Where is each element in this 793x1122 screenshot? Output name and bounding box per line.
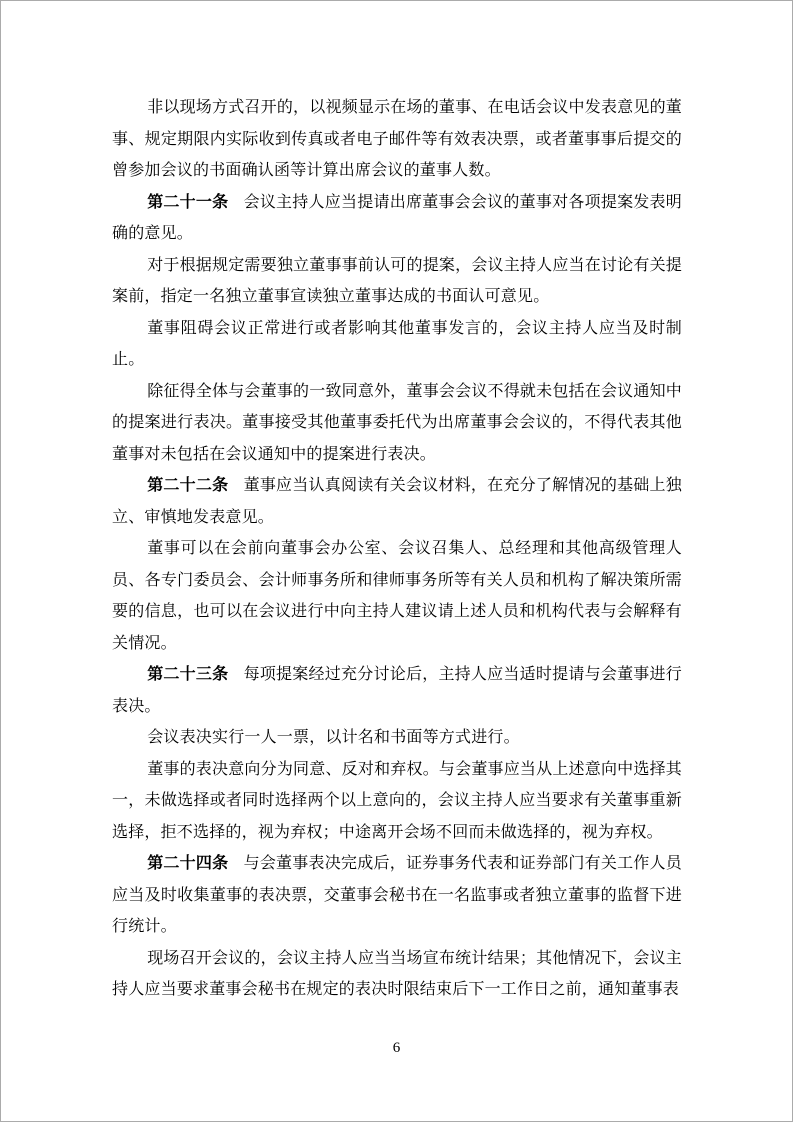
paragraph-text: 董事应当认真阅读有关会议材料，在充分了解情况的基础上独立、审慎地发表意见。 xyxy=(112,477,682,526)
paragraph xyxy=(112,533,682,659)
article-number: 第二十三条 xyxy=(147,666,229,683)
paragraph-text: 会议主持人应当提请出席董事会会议的董事对各项提案发表明确的意见。 xyxy=(112,193,682,242)
paragraph-text: 对于根据规定需要独立董事事前认可的提案，会议主持人应当在讨论有关提案前，指定一名独立董事宣读独立董事达成的书面认可意见。 xyxy=(112,256,682,305)
paragraph-text: 董事可以在会前向董事会办公室、会议召集人、总经理和其他高级管理人员、各专门委员会、会计师事务所和律师事务所等有关人员和机构了解决策所需要的信息，也可以在会议进行中向主持人建议请上述人员和机构代表与会解释有关情况。 xyxy=(112,540,682,652)
paragraph xyxy=(112,92,682,187)
paragraph xyxy=(112,187,682,250)
paragraph xyxy=(112,659,682,722)
paragraph-text: 董事阻碍会议正常进行或者影响其他董事发言的，会议主持人应当及时制止。 xyxy=(112,319,682,368)
document-body xyxy=(112,92,682,1006)
paragraph xyxy=(112,754,682,849)
page-number: 6 xyxy=(392,1040,401,1056)
paragraph-text: 会议表决实行一人一票，以计名和书面等方式进行。 xyxy=(147,729,520,746)
paragraph xyxy=(112,470,682,533)
paragraph xyxy=(112,943,682,1006)
paragraph xyxy=(112,250,682,313)
paragraph xyxy=(112,313,682,376)
article-number: 第二十四条 xyxy=(147,855,229,872)
paragraph xyxy=(112,376,682,471)
paragraph-text: 与会董事表决完成后，证券事务代表和证券部门有关工作人员应当及时收集董事的表决票，交董事会秘书在一名监事或者独立董事的监督下进行统计。 xyxy=(112,855,682,935)
paragraph-text: 董事的表决意向分为同意、反对和弃权。与会董事应当从上述意向中选择其一，未做选择或者同时选择两个以上意向的，会议主持人应当要求有关董事重新选择，拒不选择的，视为弃权；中途离开会场不回而未做选择的，视为弃权。 xyxy=(112,760,682,841)
article-number: 第二十二条 xyxy=(147,477,229,494)
article-number: 第二十一条 xyxy=(147,193,229,211)
paragraph xyxy=(112,848,682,943)
paragraph-text: 除征得全体与会董事的一致同意外，董事会会议不得就未包括在会议通知中的提案进行表决。董事接受其他董事委托代为出席董事会会议的，不得代表其他董事对未包括在会议通知中的提案进行表决。 xyxy=(112,382,682,463)
paragraph-text: 非以现场方式召开的，以视频显示在场的董事、在电话会议中发表意见的董事、规定期限内实际收到传真或者电子邮件等有效表决票，或者董事事后提交的曾参加会议的书面确认函等计算出席会议的董事人数。 xyxy=(112,99,682,179)
paragraph-text: 现场召开会议的，会议主持人应当当场宣布统计结果；其他情况下，会议主持人应当要求董事会秘书在规定的表决时限结束后下一工作日之前，通知董事表 xyxy=(112,949,682,998)
paragraph-text: 每项提案经过充分讨论后，主持人应当适时提请与会董事进行表决。 xyxy=(112,666,682,715)
paragraph xyxy=(112,722,682,754)
